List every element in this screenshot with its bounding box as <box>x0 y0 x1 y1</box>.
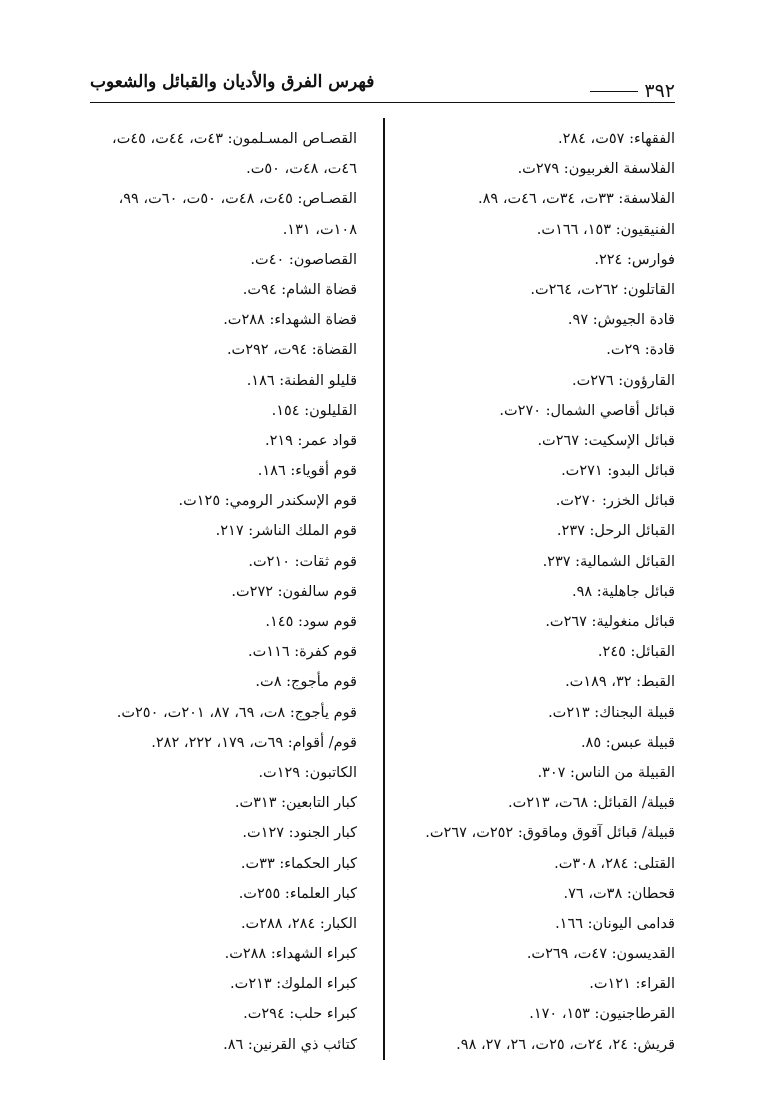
index-entry: القبائل: ٢٤٥. <box>597 644 675 661</box>
index-entry: الفنيقيون: ١٥٣، ١٦٦ت. <box>536 221 675 238</box>
index-entry: قبيلة عبس: ٨٥. <box>580 734 675 751</box>
index-entry: القتلى: ٢٨٤، ٣٠٨ت. <box>554 855 675 872</box>
index-entry: القضاة: ٩٤ت، ٢٩٢ت. <box>226 342 357 359</box>
index-entry: كبراء الملوك: ٢١٣ت. <box>230 976 357 993</box>
index-entry: الفلاسفة: ٣٣ت، ٣٤ت، ٤٦ت، ٨٩. <box>478 191 675 208</box>
index-entry: الكاتبون: ١٢٩ت. <box>258 764 357 781</box>
index-entry: القارؤون: ٢٧٦ت. <box>572 372 675 389</box>
index-entry: القديسون: ٤٧ت، ٢٦٩ت. <box>526 946 675 963</box>
index-entry: القراء: ١٢١ت. <box>589 976 675 993</box>
index-entry: القاتلون: ٢٦٢ت، ٢٦٤ت. <box>530 281 675 298</box>
index-entry: القبائل الرحل: ٢٣٧. <box>556 523 675 540</box>
index-entry: كبراء الشهداء: ٢٨٨ت. <box>224 946 357 963</box>
page-number-group <box>584 80 675 102</box>
header-title: فهرس الفرق والأديان والقبائل والشعوب <box>90 72 375 92</box>
index-entry: قبيلة البجناك: ٢١٣ت. <box>548 704 675 721</box>
index-entry: القبيلة من الناس: ٣٠٧. <box>537 764 675 781</box>
index-entry: قريش: ٢٤، ٢٤ت، ٢٥ت، ٢٦، ٢٧، ٩٨. <box>456 1036 675 1053</box>
index-entry: قحطان: ٣٨ت، ٧٦. <box>563 885 675 902</box>
index-entry: القبط: ٣٢، ١٨٩ت. <box>565 674 675 691</box>
index-entry: قوم كفرة: ١١٦ت. <box>248 644 357 661</box>
index-entry: كبار الحكماء: ٣٣ت. <box>240 855 357 872</box>
index-entry: القصاصون: ٤٠ت. <box>250 251 357 268</box>
index-entry: كتائب ذي القرنين: ٨٦. <box>223 1036 357 1053</box>
index-entry: قوم/ أقوام: ٦٩ت، ١٧٩، ٢٢٢، ٢٨٢. <box>151 734 357 751</box>
index-entry: قبائل جاهلية: ٩٨. <box>571 583 675 600</box>
index-entry: قوم سالفون: ٢٧٢ت. <box>231 583 357 600</box>
index-entry: الفلاسفة الغربيون: ٢٧٩ت. <box>517 161 675 178</box>
index-entry: القصـاص المسـلمون: ٤٣ت، ٤٤ت، ٤٥ت، <box>112 131 357 147</box>
index-entry: قبائل أقاصي الشمال: ٢٧٠ت. <box>499 402 675 419</box>
index-entry: قبيلة/ القبائل: ٦٨ت، ٢١٣ت. <box>507 795 675 812</box>
page-header <box>90 68 675 103</box>
index-entry: قوم مأجوج: ٨ت. <box>255 674 357 691</box>
page-number: ٣٩٢ <box>644 80 675 102</box>
index-entry: كبار التابعين: ٣١٣ت. <box>234 795 357 812</box>
index-entry: الكبار: ٢٨٤، ٢٨٨ت. <box>240 915 357 932</box>
index-entry: قبائل منغولية: ٢٦٧ت. <box>545 614 675 630</box>
index-entry: قواد عمر: ٢١٩. <box>264 432 357 449</box>
index-entry: القبائل الشمالية: ٢٣٧. <box>542 553 675 570</box>
index-entry: فوارس: ٢٢٤. <box>594 251 675 268</box>
index-entry: قليلو الفطنة: ١٨٦. <box>246 372 357 389</box>
index-entry: قدامى اليونان: ١٦٦. <box>555 915 675 932</box>
index-entry: القليلون: ١٥٤. <box>271 402 357 419</box>
index-entry: ١٠٨ت، ١٣١. <box>282 221 357 238</box>
index-entry: قادة الجيوش: ٩٧. <box>567 312 675 329</box>
index-entry: القصـاص: ٤٥ت، ٤٨ت، ٥٠ت، ٦٠ت، ٩٩، <box>118 191 357 208</box>
index-entry: كبار الجنود: ١٢٧ت. <box>242 825 357 842</box>
index-entry: قوم ثقات: ٢١٠ت. <box>248 553 357 570</box>
left-column <box>67 124 357 1060</box>
index-entry: قبائل البدو: ٢٧١ت. <box>561 463 675 480</box>
index-entry: الفقهاء: ٥٧ت، ٢٨٤. <box>557 131 675 147</box>
index-entry: كبراء حلب: ٢٩٤ت. <box>243 1006 357 1023</box>
index-entry: قوم الإسكندر الرومي: ١٢٥ت. <box>178 493 357 510</box>
index-entry: قبائل الإسكيت: ٢٦٧ت. <box>537 432 675 449</box>
right-column <box>385 124 675 1060</box>
index-entry: قبائل الخزر: ٢٧٠ت. <box>555 493 675 510</box>
index-entry: قوم يأجوج: ٨ت، ٦٩، ٨٧، ٢٠١ت، ٢٥٠ت. <box>116 704 357 721</box>
index-entry: كبار العلماء: ٢٥٥ت. <box>238 885 357 902</box>
index-entry: قوم أقوياء: ١٨٦. <box>257 463 357 480</box>
index-entry: قوم سود: ١٤٥. <box>265 614 357 630</box>
index-entry: قوم الملك الناشر: ٢١٧. <box>215 523 357 540</box>
index-entry: قبيلة/ قبائل آقوق وماقوق: ٢٥٢ت، ٢٦٧ت. <box>425 825 675 842</box>
page-number-dash <box>590 91 638 92</box>
index-entry: قادة: ٢٩ت. <box>606 342 675 359</box>
index-entry: ٤٦ت، ٤٨ت، ٥٠ت. <box>246 161 357 178</box>
index-entry: قضاة الشام: ٩٤ت. <box>242 281 357 298</box>
index-entry: قضاة الشهداء: ٢٨٨ت. <box>223 312 357 329</box>
index-entry: القرطاجنيون: ١٥٣، ١٧٠. <box>529 1006 675 1023</box>
